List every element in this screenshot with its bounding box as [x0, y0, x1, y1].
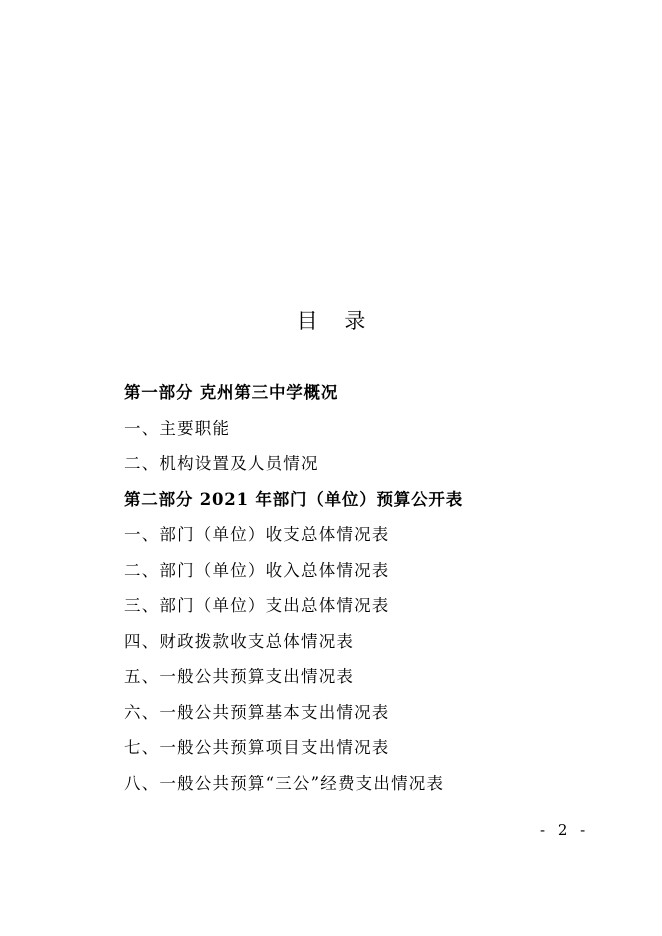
toc-item: 六、一般公共预算基本支出情况表 [124, 702, 390, 722]
table-of-contents [124, 381, 594, 807]
toc-item: 五、一般公共预算支出情况表 [124, 667, 355, 686]
toc-part-1: 第一部分 克州第三中学概况 [124, 383, 339, 402]
toc-item: 一、主要职能 [124, 418, 231, 438]
toc-part-2: 第二部分 2021 年部门（单位）预算公开表 [124, 489, 464, 509]
toc-item: 一、部门（单位）收支总体情况表 [124, 525, 390, 544]
toc-item: 四、财政拨款收支总体情况表 [124, 631, 355, 651]
page-number: - 2 - [540, 821, 590, 839]
toc-item: 七、一般公共预算项目支出情况表 [124, 738, 390, 757]
toc-item: 二、机构设置及人员情况 [124, 454, 319, 473]
toc-item: 三、部门（单位）支出总体情况表 [124, 596, 390, 615]
toc-item: 二、部门（单位）收入总体情况表 [124, 560, 390, 580]
toc-item: 八、一般公共预算“三公”经费支出情况表 [124, 773, 445, 793]
page-title: 目 录 [296, 309, 376, 333]
